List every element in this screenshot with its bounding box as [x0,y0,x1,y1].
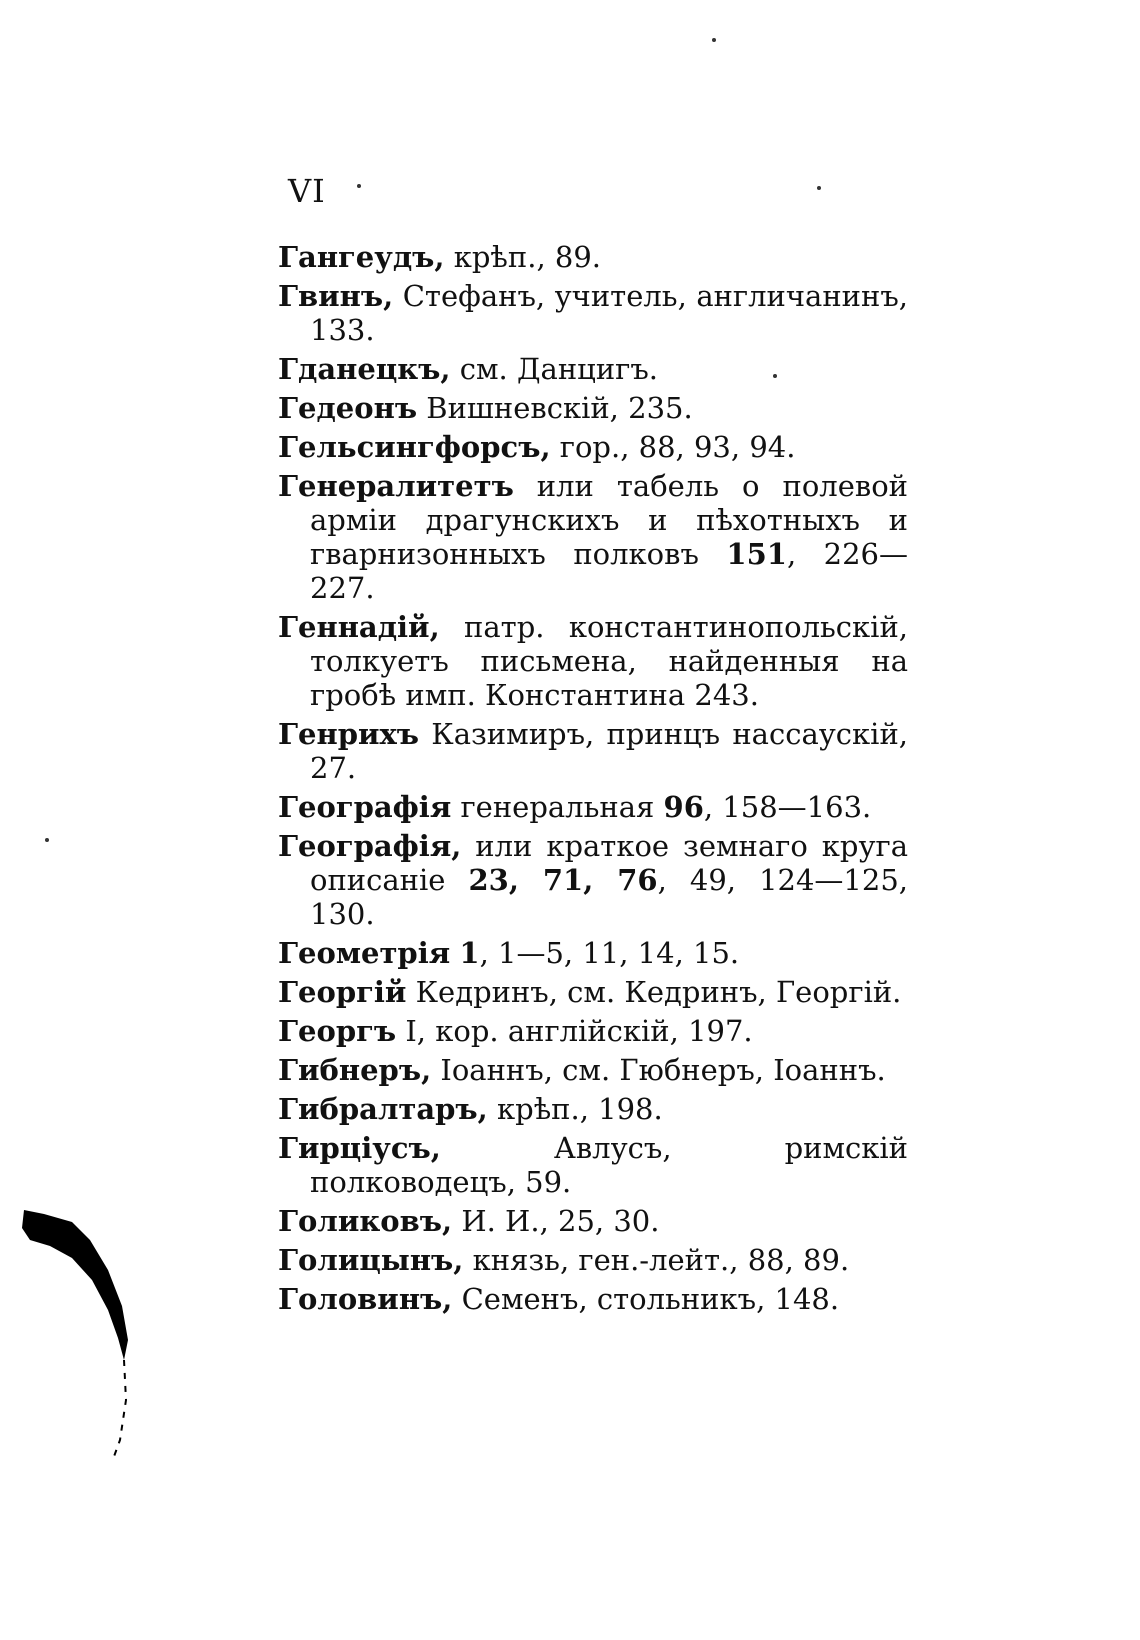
index-entry [278,717,908,785]
index-entry [278,1204,908,1238]
entry-text: Стефанъ, учитель, англичанинъ, 133. [310,279,908,347]
entry-headword: Гирціусъ, [278,1131,441,1165]
entry-headword: Гвинъ, [278,279,394,313]
index-entry [278,1243,908,1277]
entry-headword: Гангеудъ, [278,240,445,274]
entry-headword: Гданецкъ, [278,352,451,386]
entry-headword: Голиковъ, [278,1204,453,1238]
entry-text: И. И., 25, 30. [452,1204,660,1238]
entry-text: Іоаннъ, см. Гюбнеръ, Іоаннъ. [431,1053,886,1087]
index-entry [278,279,908,347]
index-entry [278,829,908,931]
index-entry [278,1131,908,1199]
entry-tail: , 49, 124—125, 130. [310,863,908,931]
entry-text: см. Данцигъ. [450,352,659,386]
index-entry [278,610,908,712]
entry-tail: , 158—163. [703,790,872,824]
entry-text: Семенъ, стольникъ, 148. [452,1282,840,1316]
index-entry [278,240,908,274]
entry-headword: Голицынъ, [278,1243,464,1277]
entry-text [450,936,459,970]
index-entry [278,1014,908,1048]
entry-text: крѣп., 89. [444,240,601,274]
entry-headword: Гельсингфорсъ, [278,430,551,464]
entry-text: Кедринъ, см. Кедринъ, Георгій. [406,975,902,1009]
index-list [278,240,908,1321]
speck [773,374,777,378]
entry-bold-reference: 23, 71, 76 [468,863,658,897]
entry-bold-reference: 1 [459,936,480,970]
ink-stain [20,1210,130,1470]
entry-bold-reference: 96 [663,790,704,824]
entry-headword: Гедеонъ [278,391,418,425]
index-entry [278,975,908,1009]
entry-headword: Географія, [278,829,462,863]
speck [357,184,361,188]
entry-text: Казимиръ, принцъ нассаускій, 27. [310,717,908,785]
speck [817,186,821,190]
page-number: VI [288,172,326,210]
entry-text: или краткое земнаго круга описаніе [310,829,908,897]
index-entry [278,430,908,464]
entry-text: генеральная [451,790,664,824]
entry-tail: , 226—227. [310,537,908,605]
entry-headword: Геннадій, [278,610,440,644]
entry-text: князь, ген.-лейт., 88, 89. [463,1243,850,1277]
index-entry [278,352,908,386]
speck [45,838,49,842]
index-entry [278,790,908,824]
entry-headword: Генералитетъ [278,469,514,503]
entry-text: Авлусъ, римскій полководецъ, 59. [310,1131,908,1199]
entry-text: Вишневскій, 235. [417,391,693,425]
entry-text: I, кор. англійскій, 197. [396,1014,753,1048]
index-entry [278,391,908,425]
entry-text: или табель о полевой арміи драгунскихъ и пѣхотныхъ и гварнизонныхъ полковъ [310,469,908,571]
entry-text: крѣп., 198. [487,1092,663,1126]
entry-headword: Гибнеръ, [278,1053,432,1087]
entry-bold-reference: 151 [726,537,787,571]
entry-headword: Генрихъ [278,717,420,751]
entry-text: гор., 88, 93, 94. [550,430,796,464]
speck [712,38,716,42]
index-entry [278,1092,908,1126]
entry-text: патр. константинопольскій, толкуетъ письмена, найденныя на гробѣ имп. Константина 243. [310,610,908,712]
index-entry [278,1282,908,1316]
index-entry [278,1053,908,1087]
entry-headword: Георгъ [278,1014,397,1048]
index-entry [278,469,908,605]
entry-tail: , 1—5, 11, 14, 15. [479,936,740,970]
index-entry [278,936,908,970]
entry-headword: Гибралтаръ, [278,1092,488,1126]
entry-headword: Головинъ, [278,1282,453,1316]
entry-headword: Географія [278,790,452,824]
entry-headword: Геометрія [278,936,451,970]
entry-headword: Георгій [278,975,407,1009]
